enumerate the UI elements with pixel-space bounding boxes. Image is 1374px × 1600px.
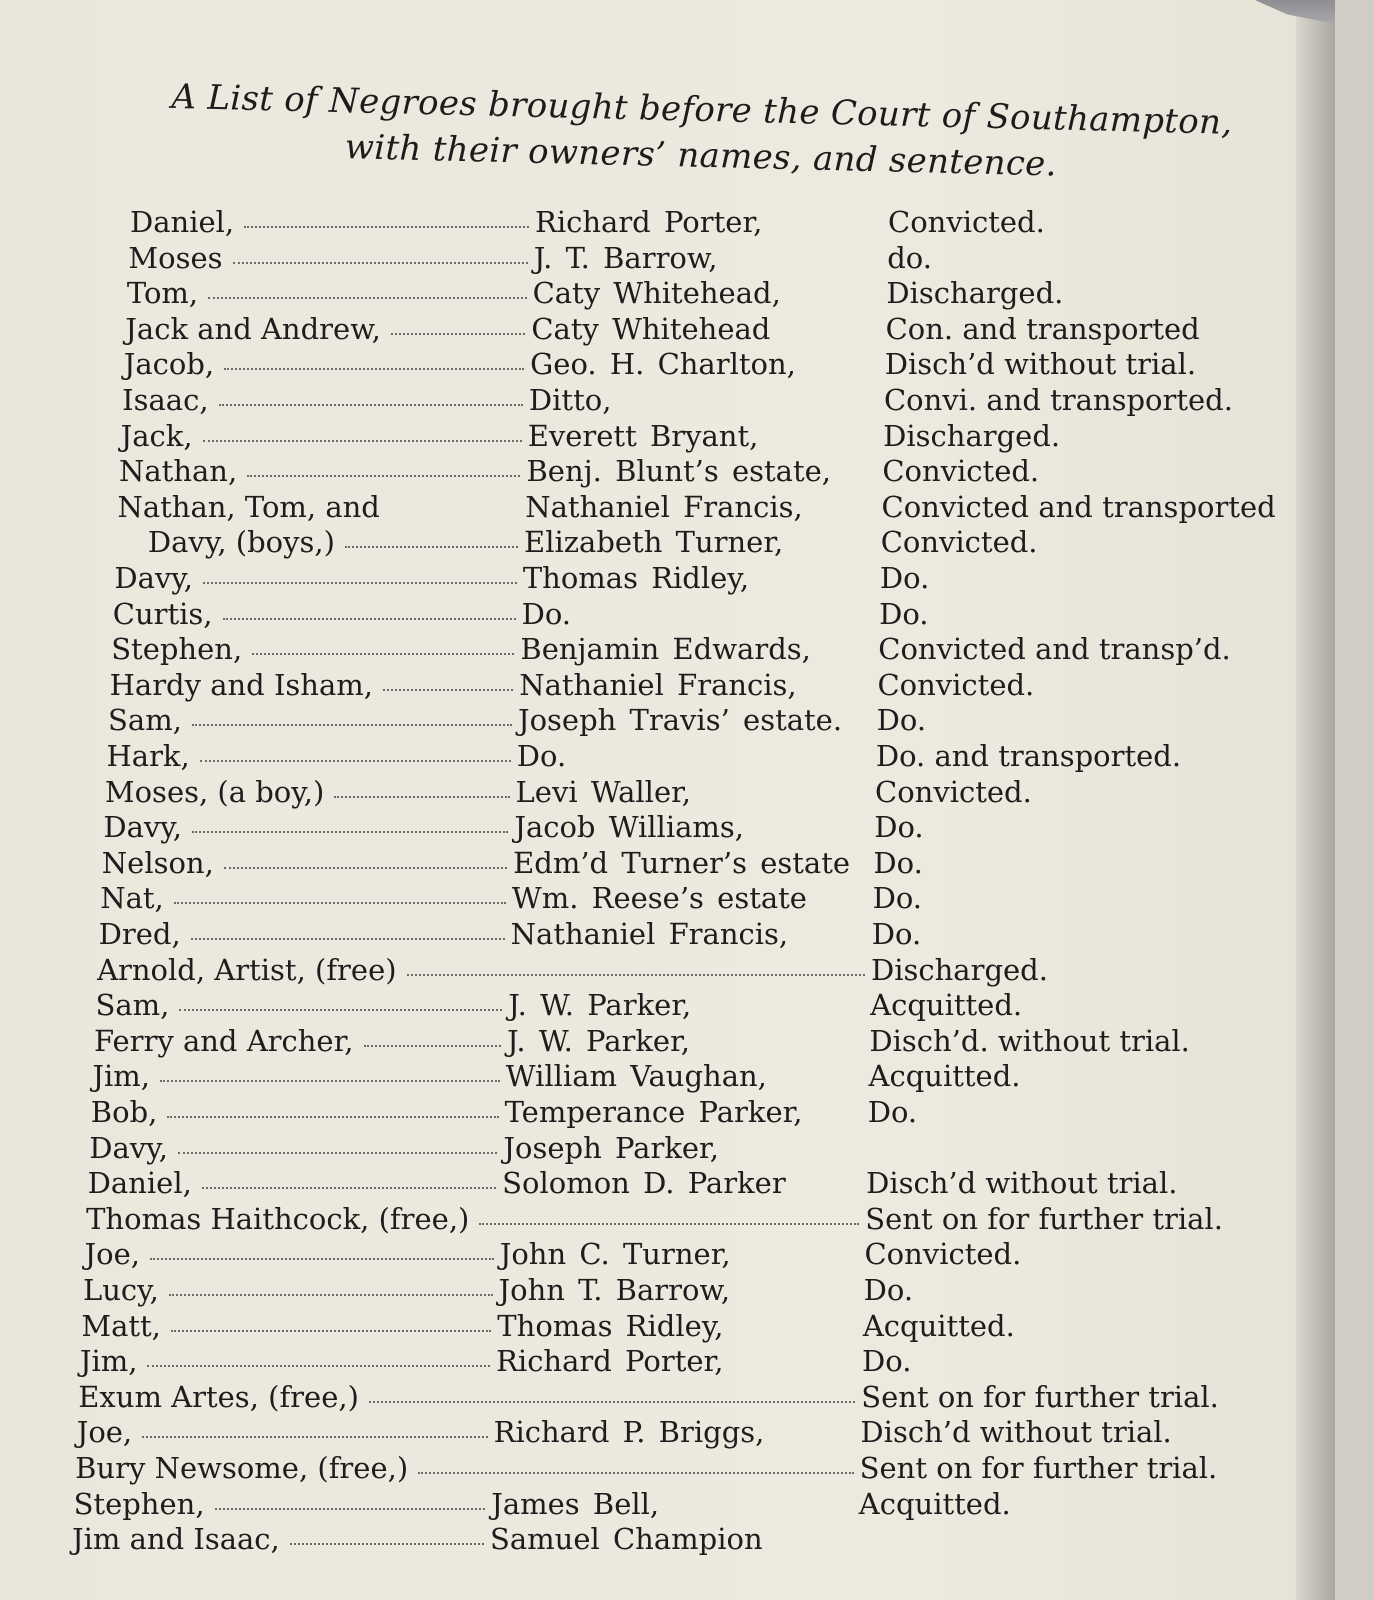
prisoner-name: Nathan, Tom, and (117, 489, 380, 524)
prisoner-name: Jacob, (123, 347, 215, 382)
list-row (0, 846, 1335, 880)
leader-dots (167, 1116, 498, 1118)
leader-dots (219, 404, 523, 406)
list-row (0, 988, 1335, 1022)
list-row (0, 1309, 1335, 1343)
prisoner-name: Joe, (84, 1237, 140, 1272)
owner-name: Nathaniel Francis, (510, 917, 789, 951)
owner-name: James Bell, (491, 1486, 660, 1521)
owner-name: John T. Barrow, (498, 1273, 731, 1307)
leader-dots (178, 1152, 497, 1154)
leader-dots (247, 475, 520, 477)
leader-dots (383, 689, 513, 691)
prisoner-name: Lucy, (82, 1273, 159, 1307)
owner-name: J. T. Barrow, (533, 240, 718, 275)
sentence: Acquitted. (868, 1059, 1021, 1094)
sentence: Convicted. (882, 454, 1040, 489)
sentence: Do. and transported. (875, 739, 1182, 773)
owner-name: Temperance Parker, (504, 1095, 803, 1129)
owner-name: Do. (516, 739, 567, 773)
owner-name: Levi Waller, (515, 774, 692, 809)
list-row (0, 1415, 1335, 1449)
list-row (0, 739, 1335, 773)
list-row (0, 597, 1335, 631)
sentence: Do. (876, 703, 927, 738)
sentence: Do. (879, 596, 929, 631)
owner-name: Benjamin Edwards, (520, 632, 811, 667)
leader-dots (223, 618, 516, 620)
sentence: Sent on for further trial. (865, 1201, 1223, 1236)
owner-name: Jacob Williams, (514, 810, 744, 845)
sentence: Do. (867, 1095, 918, 1129)
sentence: Do. (879, 561, 930, 595)
owner-name: Joseph Travis’ estate. (517, 703, 843, 738)
leader-dots (345, 546, 518, 548)
sentence: Sent on for further trial. (861, 1379, 1219, 1414)
list-row (0, 1095, 1335, 1129)
heading-line-1: A List of Negroes brought before the Court of Southampton, (171, 76, 1233, 143)
list-row (0, 347, 1335, 381)
leader-dots (202, 1187, 496, 1189)
sentence: Convicted. (877, 667, 1035, 702)
leader-dots (215, 1508, 486, 1510)
leader-dots (171, 1330, 491, 1332)
sentence: Convicted and transp’d. (878, 632, 1231, 667)
list-row (0, 917, 1335, 951)
sentence: Disch’d. without trial. (869, 1023, 1190, 1058)
sentence: Acquitted. (862, 1308, 1015, 1343)
owner-name: Thomas Ridley, (522, 561, 750, 595)
owner-name: Edm’d Turner’s estate (513, 845, 851, 880)
owner-name: Nathaniel Francis, (519, 667, 797, 702)
list-row (0, 241, 1335, 275)
page-heading (0, 70, 1335, 195)
owner-name: Everett Bryant, (527, 418, 759, 453)
list-row (0, 1237, 1335, 1271)
owner-name: John C. Turner, (499, 1237, 731, 1272)
leader-dots (224, 368, 524, 370)
prisoner-name: Davy, (89, 1130, 168, 1165)
book-cover-corner (1255, 0, 1335, 24)
prisoner-name: Jim and Isaac, (72, 1522, 280, 1557)
prisoner-name: Davy, (114, 561, 193, 595)
list-row (0, 276, 1335, 310)
sentence: Acquitted. (870, 988, 1023, 1023)
leader-dots (418, 1472, 853, 1474)
owner-name: J. W. Parker, (507, 1023, 690, 1058)
leader-dots (334, 796, 509, 798)
sentence: Convicted. (888, 205, 1045, 239)
prisoner-name: Jim, (92, 1059, 150, 1094)
heading-line-2: with their owners’ names, and sentence. (344, 127, 1058, 185)
owner-name: J. W. Parker, (508, 988, 692, 1023)
owner-name: Wm. Reese’s estate (511, 881, 807, 916)
prisoner-name: Nathan, (119, 454, 238, 489)
prisoner-name: Nelson, (101, 845, 214, 880)
leader-dots (160, 1080, 500, 1082)
leader-dots (192, 724, 512, 726)
prisoner-name: Jack, (120, 418, 193, 453)
list-row (0, 1024, 1335, 1058)
leader-dots (147, 1365, 490, 1367)
prisoner-name: Jim, (79, 1344, 138, 1379)
list-row (0, 312, 1335, 346)
list-row (0, 775, 1335, 809)
prisoner-name: Joe, (76, 1415, 133, 1450)
prisoner-name: Exum Artes, (free,) (78, 1379, 359, 1414)
list-row (0, 632, 1335, 666)
list-row (0, 703, 1335, 737)
sentence: Convi. and transported. (883, 383, 1233, 417)
prisoner-name: Stephen, (73, 1486, 205, 1521)
leader-dots (244, 226, 529, 228)
sentence: Do. (874, 810, 924, 845)
list-row (0, 810, 1335, 844)
list-row (0, 1166, 1335, 1200)
leader-dots (203, 440, 522, 442)
prisoner-name: Curtis, (112, 596, 213, 631)
prisoner-name: Davy, (103, 810, 183, 845)
leader-dots (150, 1258, 494, 1260)
prisoner-name: Hark, (106, 739, 190, 773)
owner-name: Geo. H. Charlton, (530, 347, 796, 382)
list-row (0, 1059, 1335, 1093)
sentence: Do. (862, 1344, 912, 1379)
prisoner-name: Moses, (a boy,) (104, 774, 325, 809)
sentence: Do. (871, 917, 922, 951)
prisoner-name: Arnold, Artist, (free) (97, 952, 397, 987)
leader-dots (169, 1294, 493, 1296)
list-row (0, 419, 1335, 453)
list-row (0, 1344, 1335, 1378)
sentence: Disch’d without trial. (866, 1166, 1178, 1201)
owner-name: Richard P. Briggs, (493, 1415, 765, 1450)
sentence: Discharged. (870, 952, 1048, 987)
leader-dots (407, 974, 865, 976)
leader-dots (233, 262, 528, 264)
list-row (0, 383, 1335, 417)
sentence: Convicted. (875, 774, 1032, 809)
leader-dots (192, 831, 508, 833)
list-row (0, 881, 1335, 915)
owner-name: Thomas Ridley, (497, 1308, 724, 1343)
prisoner-name: Daniel, (87, 1166, 192, 1201)
owner-name: Caty Whitehead (531, 311, 771, 346)
prisoner-name: Tom, (126, 276, 199, 311)
list-row (0, 953, 1335, 987)
owner-name: Samuel Champion (490, 1522, 763, 1557)
list-row (0, 205, 1335, 239)
list-row (0, 525, 1335, 559)
sentence: Acquitted. (858, 1486, 1011, 1521)
sentence: Do. (873, 845, 923, 880)
leader-dots (142, 1436, 487, 1438)
leader-dots (252, 653, 514, 655)
owner-name: Elizabeth Turner, (524, 525, 784, 560)
leader-dots (191, 938, 505, 940)
leader-dots (391, 333, 526, 335)
prisoner-name: Moses (128, 240, 223, 275)
list-row (0, 1487, 1335, 1521)
prisoner-name: Ferry and Archer, (93, 1023, 354, 1058)
owner-name: Solomon D. Parker (502, 1166, 786, 1201)
prisoner-name: Hardy and Isham, (109, 667, 373, 702)
sentence: Con. and transported (885, 311, 1200, 346)
prisoner-name: Isaac, (122, 383, 209, 417)
sentence: Disch’d without trial. (884, 347, 1197, 382)
leader-dots (174, 902, 506, 904)
list-row (0, 561, 1335, 595)
leader-dots (479, 1223, 859, 1225)
leader-dots (290, 1543, 484, 1545)
owner-name: Richard Porter, (496, 1344, 724, 1379)
owner-name: Joseph Parker, (503, 1130, 719, 1165)
list-row (0, 1380, 1335, 1414)
list-row (0, 1202, 1335, 1236)
sentence: Discharged. (886, 276, 1064, 311)
prisoner-name: Davy, (boys,) (147, 525, 335, 560)
list-row (0, 454, 1335, 488)
prisoner-name: Jack and Andrew, (125, 311, 381, 346)
leader-dots (208, 297, 526, 299)
list-row (0, 490, 1335, 524)
prisoner-name: Daniel, (130, 205, 235, 239)
sentence: Do. (863, 1273, 914, 1307)
owner-name: William Vaughan, (505, 1059, 767, 1094)
owner-name: Nathaniel Francis, (525, 489, 803, 524)
leader-dots (364, 1045, 502, 1047)
sentence: Do. (872, 881, 923, 916)
owner-name: Richard Porter, (535, 205, 763, 239)
list-row (0, 1522, 1335, 1556)
leader-dots (203, 582, 517, 584)
prisoner-name: Matt, (81, 1308, 161, 1343)
owner-name: Do. (521, 596, 572, 631)
prisoner-name: Bury Newsome, (free,) (75, 1451, 409, 1485)
sentence: Discharged. (883, 418, 1061, 453)
sentence: Convicted. (864, 1237, 1022, 1272)
prisoner-name: Stephen, (111, 632, 243, 667)
list-row (0, 1273, 1335, 1307)
prisoner-name: Sam, (95, 988, 170, 1023)
prisoner-name: Thomas Haithcock, (free,) (86, 1201, 470, 1236)
owner-name: Caty Whitehead, (532, 276, 781, 311)
owner-name: Benj. Blunt’s estate, (526, 454, 831, 489)
leader-dots (200, 760, 511, 762)
leader-dots (369, 1401, 855, 1403)
leader-dots (224, 867, 507, 869)
owner-name: Ditto, (528, 383, 612, 417)
prisoner-name: Sam, (108, 703, 182, 738)
sentence: Convicted. (880, 525, 1038, 560)
prisoner-name: Bob, (90, 1095, 158, 1129)
list-row (0, 1131, 1335, 1165)
sentence: Sent on for further trial. (859, 1451, 1218, 1485)
list-row (0, 1451, 1335, 1485)
prisoner-name: Dred, (98, 917, 181, 951)
list-row (0, 668, 1335, 702)
sentence: Disch’d without trial. (860, 1415, 1172, 1450)
sentence: do. (887, 240, 932, 275)
sentence: Convicted and transported (881, 489, 1276, 524)
leader-dots (179, 1009, 502, 1011)
prisoner-name: Nat, (100, 881, 164, 916)
